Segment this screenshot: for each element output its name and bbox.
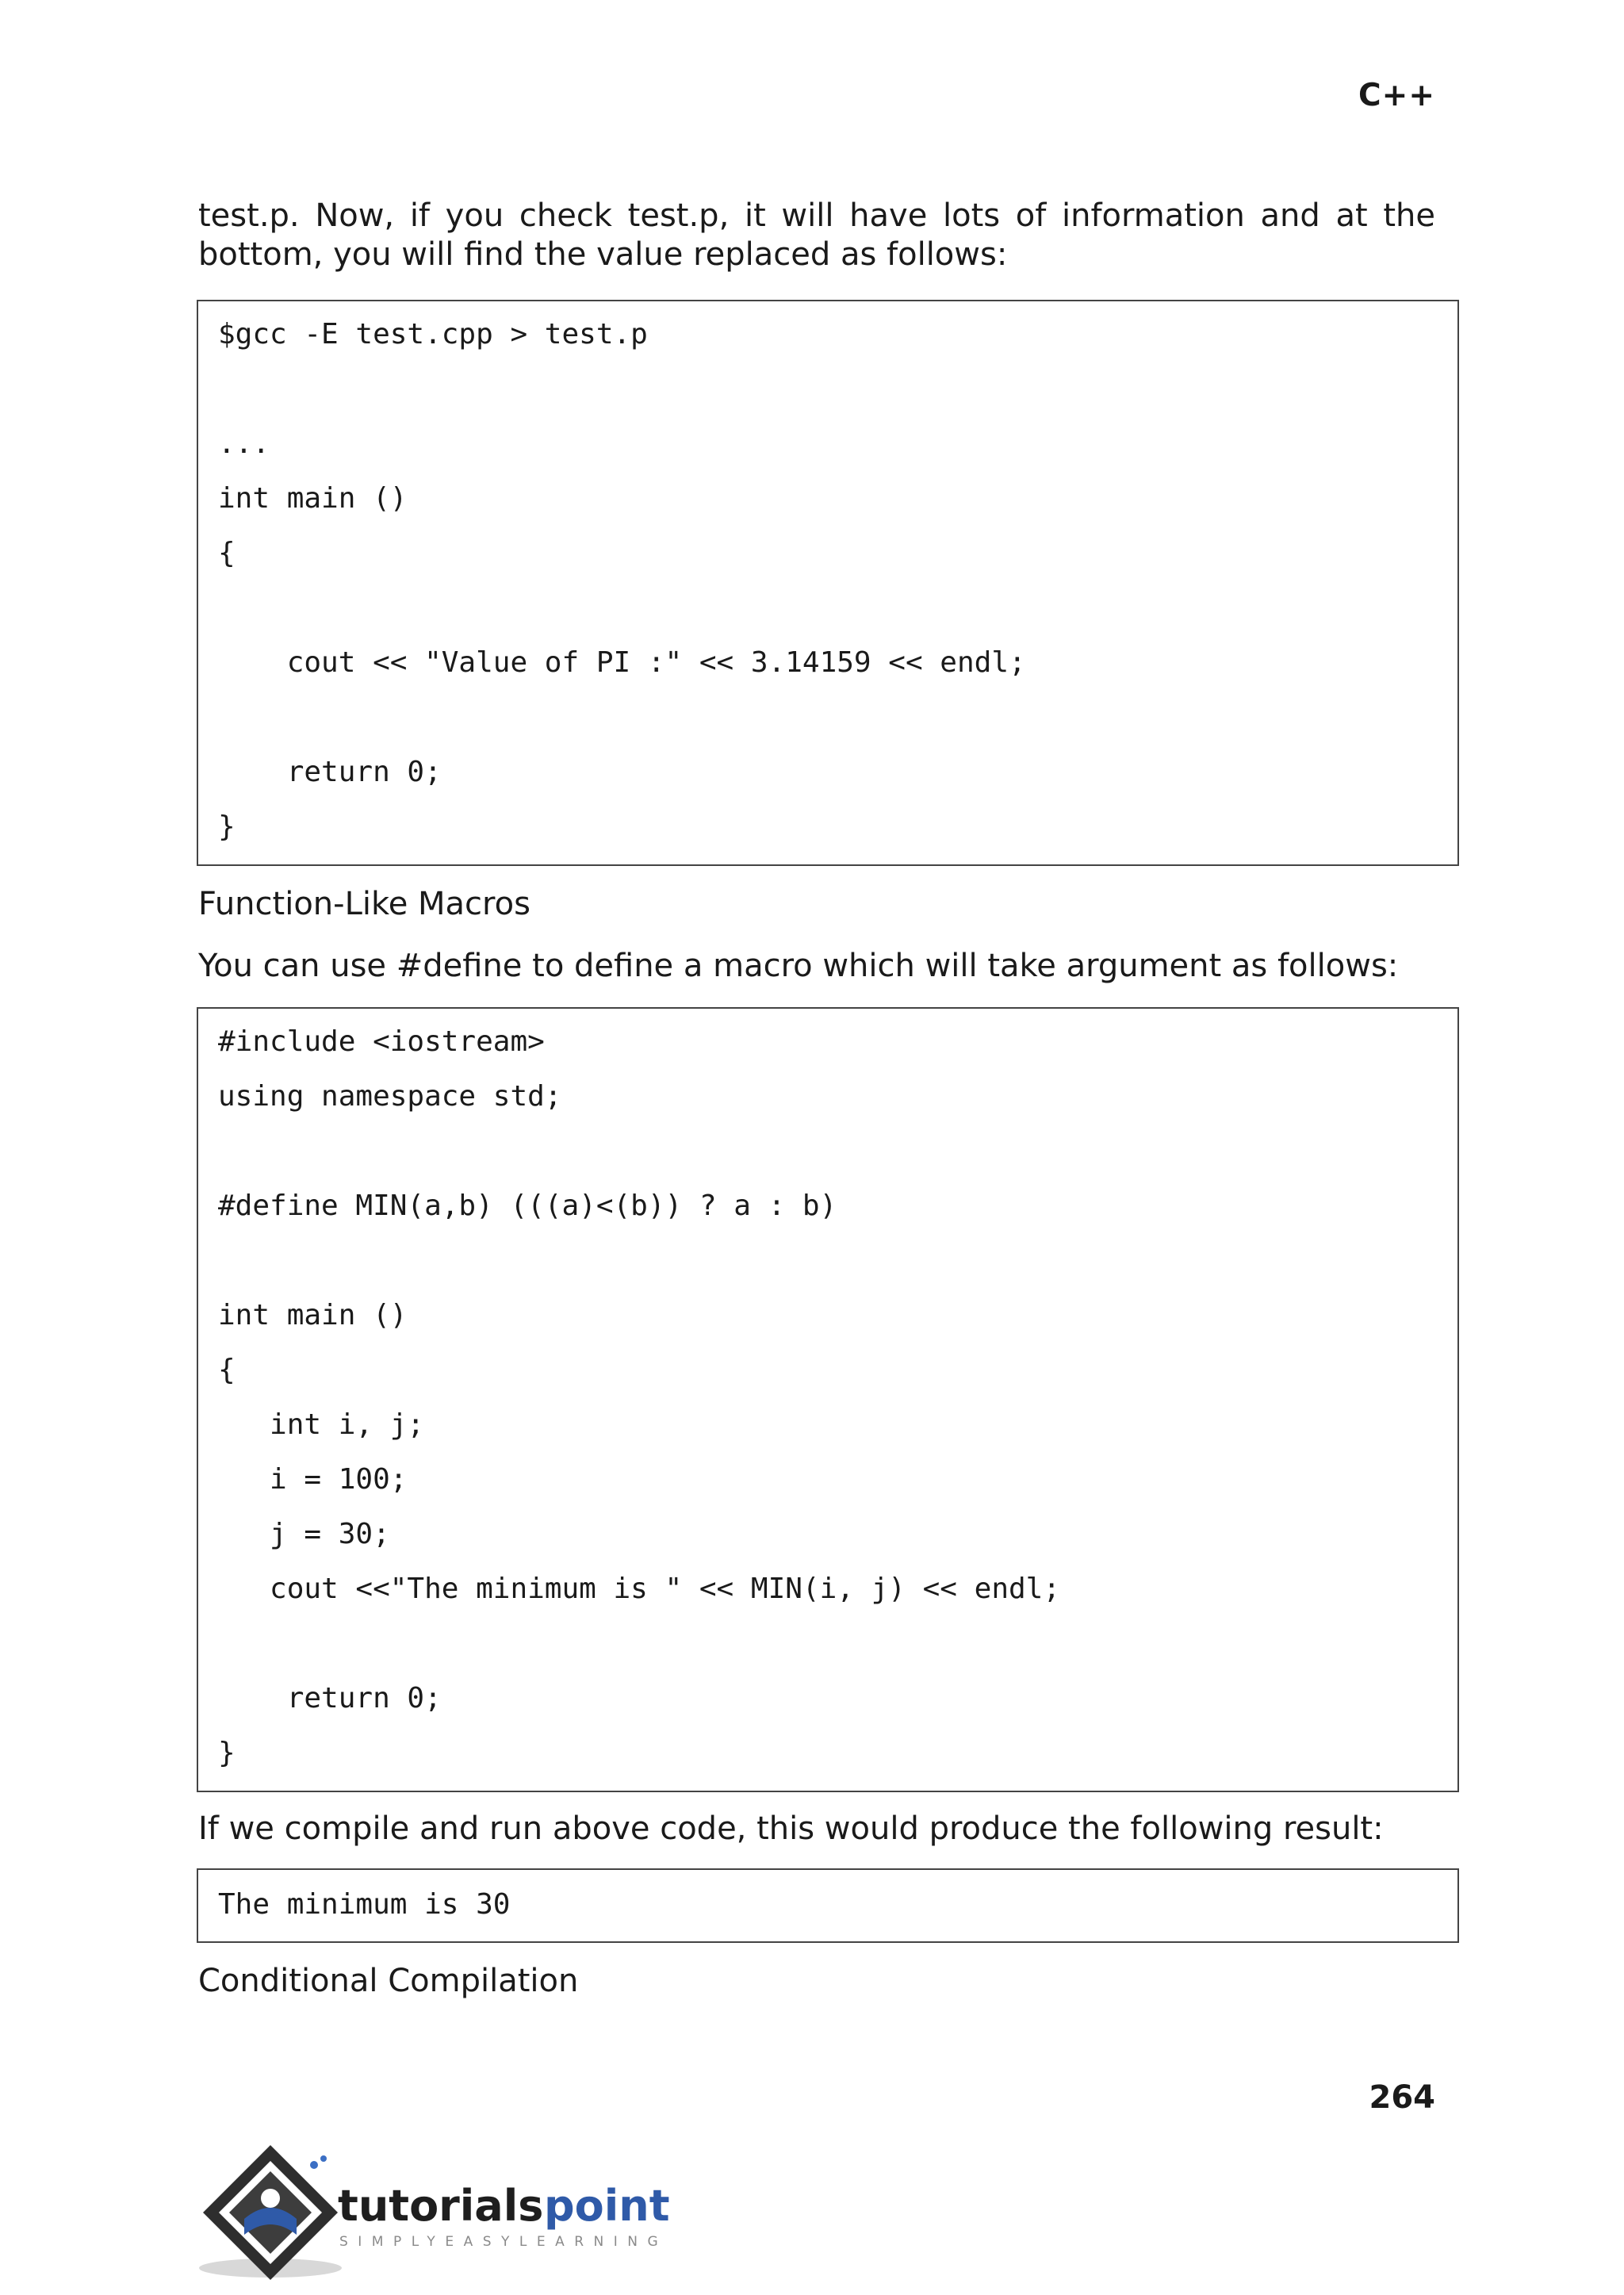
code-line: $gcc -E test.cpp > test.p (218, 318, 648, 351)
output-line: The minimum is 30 (218, 1888, 511, 1921)
code-line: j = 30; (218, 1518, 390, 1550)
code-line: { (218, 537, 236, 569)
page-number: 264 (1369, 2079, 1435, 2116)
code-line: int main () (218, 1299, 408, 1331)
code-line: return 0; (218, 1682, 442, 1715)
code-block-preprocessed (197, 300, 1459, 866)
intro-line-1: test.p. Now, if you check test.p, it will have lots of information and at the (198, 197, 1435, 234)
code-line: int i, j; (218, 1408, 425, 1441)
code-line: ... (218, 427, 270, 460)
code-line: { (218, 1354, 236, 1386)
para-define-macro: You can use #define to define a macro which will take argument as follows: (198, 948, 1399, 984)
heading-conditional-compilation: Conditional Compilation (198, 1963, 579, 1999)
output-block (197, 1868, 1459, 1943)
tutorialspoint-logo (195, 2141, 703, 2287)
running-header: C++ (1358, 78, 1435, 113)
code-line: return 0; (218, 756, 442, 788)
heading-function-like-macros: Function-Like Macros (198, 886, 530, 922)
code-line: i = 100; (218, 1463, 408, 1496)
code-line: cout <<"The minimum is " << MIN(i, j) << endl; (218, 1573, 1061, 1605)
code-line: cout << "Value of PI :" << 3.14159 << endl; (218, 646, 1026, 679)
code-line: int main () (218, 482, 408, 515)
code-line: } (218, 1737, 236, 1769)
para-compile-result: If we compile and run above code, this would produce the following result: (198, 1810, 1384, 1847)
logo-icon (195, 2141, 703, 2284)
logo-tagline: SIMPLYEASYLEARNING (339, 2234, 668, 2250)
code-line: using namespace std; (218, 1080, 562, 1113)
logo-word-point: point (544, 2181, 670, 2231)
logo-word-tutorials: tutorials (338, 2181, 544, 2231)
code-line: #define MIN(a,b) (((a)<(b)) ? a : b) (218, 1190, 837, 1222)
code-block-min-macro (197, 1007, 1459, 1792)
intro-line-2: bottom, you will find the value replaced as follows: (198, 236, 1008, 273)
code-line: } (218, 810, 236, 843)
code-line: #include <iostream> (218, 1025, 545, 1058)
